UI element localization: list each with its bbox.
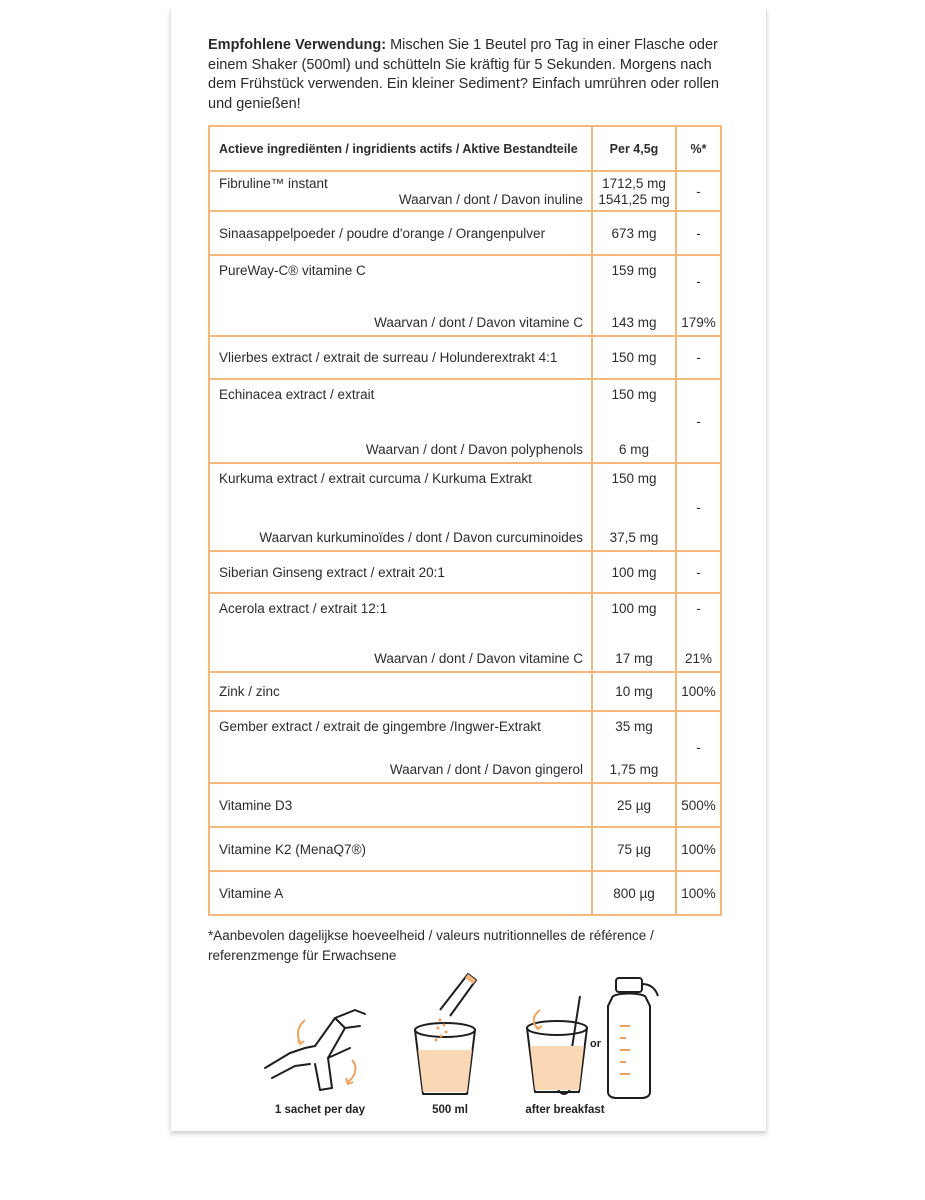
ingredient-sub: Waarvan / dont / Davon gingerol (389, 762, 583, 777)
ingredient-cell (209, 379, 592, 463)
table-row (209, 711, 721, 783)
percent-cell: - (676, 551, 721, 593)
table-row (209, 783, 721, 827)
ingredient-sub: Waarvan / dont / Davon vitamine C (374, 651, 583, 666)
table-row (209, 336, 721, 379)
amount-cell (592, 379, 676, 463)
ingredient-cell (209, 336, 592, 379)
step2-caption: 500 ml (432, 1104, 468, 1116)
percent: - (696, 274, 701, 289)
table-row (209, 593, 721, 672)
percent-cell: 100% (676, 827, 721, 871)
ingredient-cell (209, 827, 592, 871)
ingredient-cell (209, 255, 592, 336)
hand-tearing-sachet-icon (260, 998, 380, 1098)
ingredient-name: Sinaasappelpoeder / poudre d'orange / Orangenpulver (219, 225, 546, 241)
sub-percent: 21% (684, 651, 713, 666)
ingredient-cell (209, 211, 592, 255)
ingredient-sub: Waarvan / dont / Davon vitamine C (374, 315, 583, 330)
percent-cell: - (676, 463, 721, 551)
percent: - (696, 601, 701, 616)
amount-cell: 75 µg (592, 827, 676, 871)
ingredient-name: Fibruline™ instant (219, 176, 328, 191)
ingredient-cell (209, 551, 592, 593)
amount-cell: 673 mg (592, 211, 676, 255)
ingredient-name: Vitamine K2 (MenaQ7®) (219, 841, 367, 857)
ingredient-cell (209, 463, 592, 551)
footnote: *Aanbevolen dagelijkse hoeveelheid / valeurs nutritionnelles de référence / referenzmenge für Erwachsene (208, 928, 654, 963)
ingredient-name: PureWay-C® vitamine C (219, 263, 366, 278)
percent-cell: - (676, 171, 721, 211)
ingredient-name: Vitamine A (219, 885, 284, 901)
table-row (209, 463, 721, 551)
table-row (209, 171, 721, 211)
step1-caption: 1 sachet per day (274, 1104, 366, 1116)
header-amount: Per 4,5g (592, 126, 676, 171)
percent-cell: - (676, 379, 721, 463)
percent-cell: 500% (676, 783, 721, 827)
table-row (209, 211, 721, 255)
usage-text: Mischen Sie 1 Beutel pro Tag in einer Flasche oder einem Shaker (500ml) und schütteln Sie kräftig für 5 Sekunden. Morgens nach dem Frühstück verwenden. Ein kleiner Sediment? Einfach umrühren oder rollen und genießen! (208, 37, 719, 112)
amount-cell: 100 mg (592, 551, 676, 593)
ingredient-sub: Waarvan / dont / Davon polyphenols (365, 442, 583, 457)
table-row (209, 672, 721, 711)
ingredient-cell (209, 593, 592, 672)
amount-cell (592, 463, 676, 551)
amount-cell (592, 593, 676, 672)
sub-amount: 17 mg (615, 651, 653, 666)
ingredient-cell (209, 871, 592, 915)
ingredients-table (208, 125, 722, 916)
amount: 150 mg (611, 387, 657, 402)
amount: 150 mg (611, 471, 657, 486)
amount: 100 mg (611, 601, 657, 616)
amount-cell: 10 mg (592, 672, 676, 711)
sub-amount: 1541,25 mg (598, 192, 670, 207)
table-row (209, 255, 721, 336)
usage-instructions (208, 36, 728, 114)
ingredient-name: Acerola extract / extrait 12:1 (219, 601, 388, 616)
amount-cell (592, 171, 676, 211)
table-header-row (209, 126, 721, 171)
percent-cell: - (676, 211, 721, 255)
ingredient-cell (209, 171, 592, 211)
ingredient-name: Vitamine D3 (219, 797, 293, 813)
amount-cell (592, 255, 676, 336)
percent-cell (676, 255, 721, 336)
ingredient-name: Zink / zinc (219, 684, 280, 699)
sub-percent: 179% (681, 315, 716, 330)
ingredient-cell (209, 783, 592, 827)
ingredient-sub: Waarvan kurkuminoïdes / dont / Davon curcuminoides (259, 530, 583, 545)
table-row (209, 871, 721, 915)
ingredient-cell (209, 711, 592, 783)
or-label: or (590, 1038, 601, 1050)
percent-cell: 100% (676, 672, 721, 711)
percent-cell: - (676, 711, 721, 783)
sub-amount: 143 mg (611, 315, 657, 330)
percent-cell: 100% (676, 871, 721, 915)
amount-cell: 25 µg (592, 783, 676, 827)
table-row (209, 551, 721, 593)
sub-amount: 1,75 mg (609, 762, 659, 777)
shaker-bottle-icon (606, 976, 666, 1100)
sub-amount: 6 mg (618, 442, 649, 457)
ingredient-name: Vlierbes extract / extrait de surreau / Holunderextrakt 4:1 (219, 350, 558, 365)
header-percent: %* (676, 126, 721, 171)
usage-label: Empfohlene Verwendung: (208, 37, 387, 53)
step3-caption: after breakfast (525, 1104, 605, 1116)
instruction-icons (250, 968, 690, 1128)
table-row (209, 827, 721, 871)
glass-with-sachet-icon (410, 968, 490, 1098)
amount-cell (592, 711, 676, 783)
header-ingredient: Actieve ingrediënten / ingridients actifs / Aktive Bestandteile (209, 126, 592, 171)
amount: 159 mg (611, 263, 657, 278)
ingredient-name: Gember extract / extrait de gingembre /Ingwer-Extrakt (219, 719, 541, 734)
ingredient-sub: Waarvan / dont / Davon inuline (398, 192, 583, 207)
amount: 35 mg (615, 719, 653, 734)
table-row (209, 379, 721, 463)
sub-amount: 37,5 mg (609, 530, 659, 545)
percent-cell (676, 593, 721, 672)
ingredient-name: Siberian Ginseng extract / extrait 20:1 (219, 564, 445, 580)
amount-cell: 150 mg (592, 336, 676, 379)
ingredient-name: Kurkuma extract / extrait curcuma / Kurkuma Extrakt (219, 471, 532, 486)
ingredient-name: Echinacea extract / extrait (219, 387, 375, 402)
ingredient-cell (209, 672, 592, 711)
amount-cell: 800 µg (592, 871, 676, 915)
percent-cell: - (676, 336, 721, 379)
amount: 1712,5 mg (602, 176, 666, 191)
